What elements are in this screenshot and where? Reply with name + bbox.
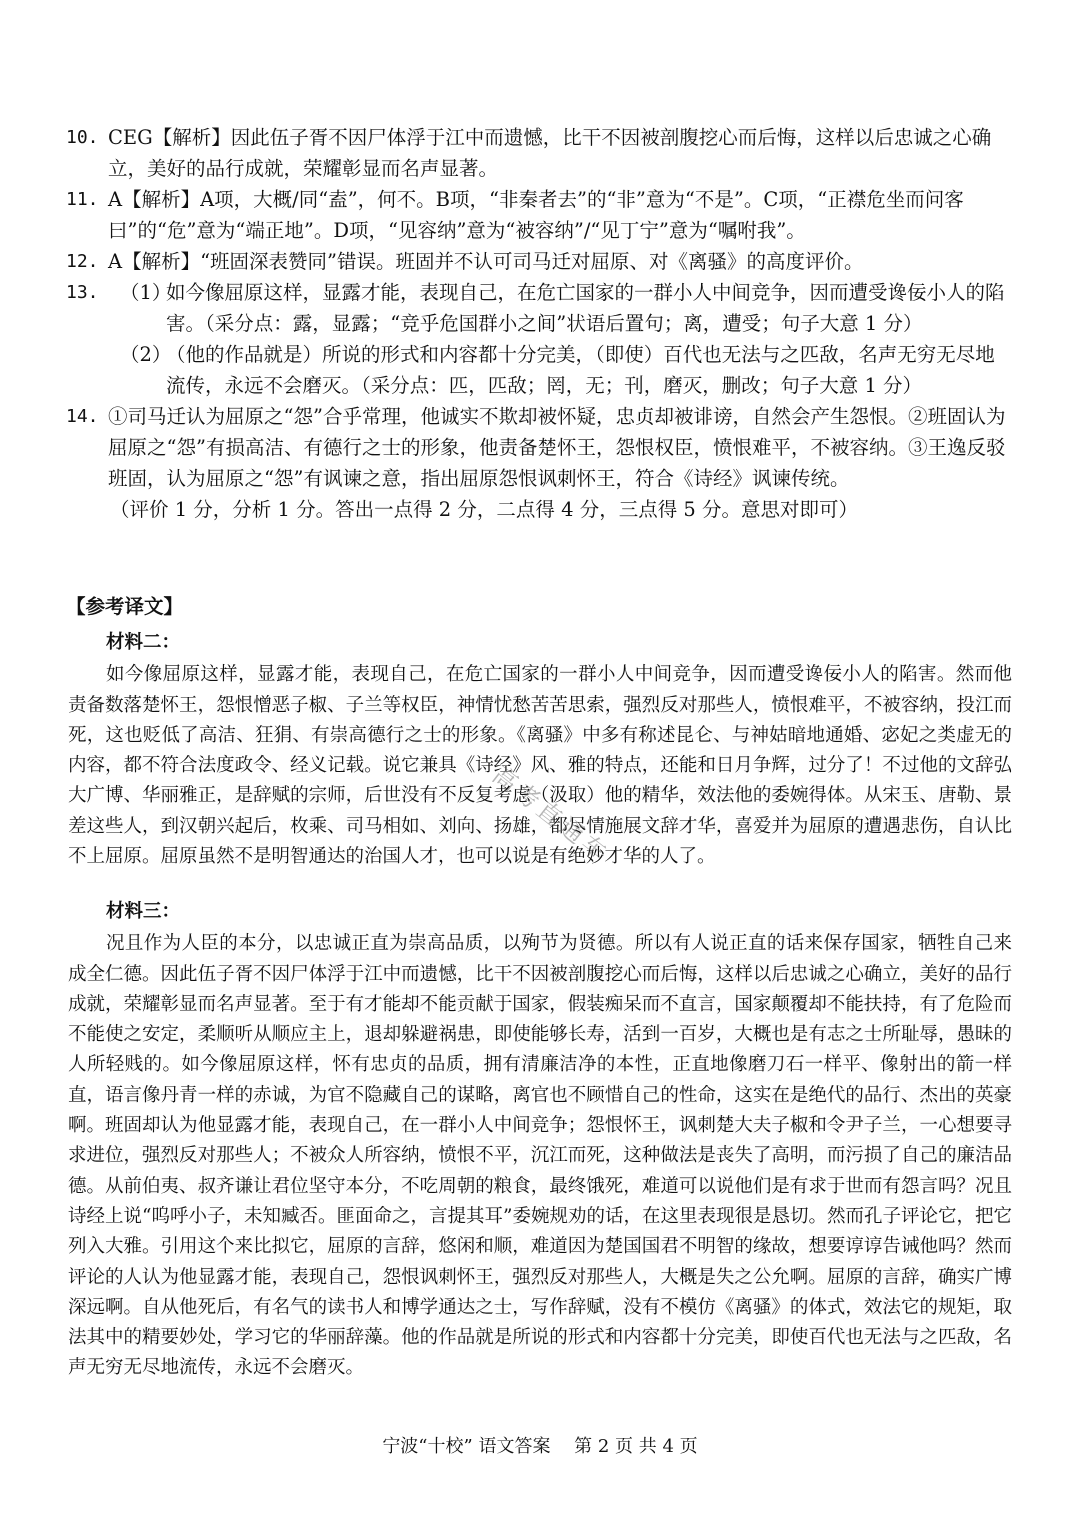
part-text: （他的作品就是）所说的形式和内容都十分完美，（即使）百代也无法与之匹敌，名声无穷无尽地流传，永远不会磨灭。（采分点：匹，匹敌；罔，无；刊，磨灭，删改；句子大意 1 分）: [166, 343, 995, 397]
answer-number: 13.: [66, 282, 99, 303]
watermark: 高考直通车: [487, 760, 615, 869]
part-label: （1）: [120, 281, 172, 304]
answer-text: CEG【解析】因此伍子胥不因尸体浮于江中而遗憾，比干不因被剖腹挖心而后悔，这样以后忠诚之心确立，美好的品行成就，荣耀彰显而名声显著。: [108, 126, 992, 180]
answer-number: 14.: [66, 406, 99, 427]
material-3-title: 材料三：: [106, 901, 181, 922]
material-2: [68, 628, 1012, 872]
part-text: 如今像屈原这样，显露才能，表现自己，在危亡国家的一群小人中间竞争，因而遭受谗佞小人的陷害。（采分点：露，显露；“竞乎危国群小之间”状语后置句；离，遭受；句子大意 1 分）: [166, 281, 1005, 335]
answer-number: 11.: [66, 189, 99, 210]
answer-item-11: [66, 184, 1014, 246]
scoring-note: （评价 1 分，分析 1 分。答出一点得 2 分，二点得 4 分，三点得 5 分。意思对即可）: [110, 498, 859, 521]
answer-text: A【解析】A项，大概/同“盍”，何不。B项，“非秦者去”的“非”意为“不是”。C项，“正襟危坐而问客曰”的“危”意为“端正地”。D项，“见容纳”意为“被容纳”/“见丁宁”意为“嘱咐我”。: [108, 188, 964, 242]
answer-text: ①司马迁认为屈原之“怨”合乎常理，他诚实不欺却被怀疑，忠贞却被诽谤，自然会产生怨恨。②班固认为屈原之“怨”有损高洁、有德行之士的形象，他责备楚怀王，怨恨权臣，愤恨难平，不被容纳。③王逸反驳班固，认为屈原之“怨”有讽谏之意，指出屈原怨恨讽刺怀王，符合《诗经》讽谏传统。: [108, 405, 1006, 490]
material-3-body: 况且作为人臣的本分，以忠诚正直为崇高品质，以殉节为贤德。所以有人说正直的话来保存国家，牺牲自己来成全仁德。因此伍子胥不因尸体浮于江中而遗憾，比干不因被剖腹挖心而后悔，这样以后忠诚之心确立，美好的品行成就，荣耀彰显而名声显著。至于有才能却不能贡献于国家，假装痴呆而不直言，国家颠覆却不能扶持，有了危险而不能使之安定，柔顺听从顺应主上，退却躲避祸患，即使能够长寿，活到一百岁，大概也是有志之士所耻辱，愚昧的人所轻贱的。如今像屈原这样，怀有忠贞的品质，拥有清廉洁净的本性，正直地像磨刀石一样平、像射出的箭一样直，语言像丹青一样的赤诚，为官不隐藏自己的谋略，离官也不顾惜自己的性命，这实在是绝代的品行、杰出的英豪啊。班固却认为他显露才能，表现自己，在一群小人中间竞争；怨恨怀王，讽刺楚大夫子椒和令尹子兰，一心想要寻求进位，强烈反对那些人；不被众人所容纳，愤恨不平，沉江而死，这种做法是丧失了高明，而污损了自己的廉洁品德。从前伯夷、叔齐谦让君位坚守本分，不吃周朝的粮食，最终饿死，难道可以说他们是有求于世而有怨言吗？况且诗经上说“呜呼小子，未知臧否。匪面命之，言提其耳”委婉规劝的话，在这里表现很是恳切。然而孔子评论它，把它列入大雅。引用这个来比拟它，屈原的言辞，悠闲和顺，难道因为楚国国君不明智的缘故，想要谆谆告诫他吗？然而评论的人认为他显露才能，表现自己，怨恨讽刺怀王，强烈反对那些人，大概是失之公允啊。屈原的言辞，确实广博深远啊。自从他死后，有名气的读书人和博学通达之士，写作辞赋，没有不模仿《离骚》的体式，效法它的规矩，取法其中的精要妙处，学习它的华丽辞藻。他的作品就是所说的形式和内容都十分完美，即使百代也无法与之匹敌，名声无穷无尽地流传，永远不会磨灭。: [68, 933, 1012, 1379]
answer-item-14: [66, 401, 1014, 494]
answer-number: 12.: [66, 251, 99, 272]
translation-title: 【参考译文】: [66, 595, 184, 618]
answer-item-13: [66, 277, 1014, 401]
answer-13-part-1: [66, 277, 1014, 339]
answer-item-12: [66, 246, 1014, 277]
answer-list: [66, 122, 1014, 525]
page-footer: 宁波“十校” 语文答案 第 2 页 共 4 页: [382, 1436, 698, 1457]
answer-item-10: [66, 122, 1014, 184]
material-3: [68, 897, 1012, 1384]
answer-13-part-2: [66, 339, 1014, 401]
material-2-body: 如今像屈原这样，显露才能，表现自己，在危亡国家的一群小人中间竞争，因而遭受谗佞小人的陷害。然而他责备数落楚怀王，怨恨憎恶子椒、子兰等权臣，神情忧愁苦苦思索，强烈反对那些人，愤恨难平，不被容纳，投江而死，这也贬低了高洁、狂狷、有崇高德行之士的形象。《离骚》中多有称述昆仑、与神姑暗地通婚、宓妃之类虚无的内容，都不符合法度政令、经义记载。说它兼具《诗经》风、雅的特点，还能和日月争辉，过分了！不过他的文辞弘大广博、华丽雅正，是辞赋的宗师，后世没有不反复考虑（汲取）他的精华，效法他的委婉得体。从宋玉、唐勒、景差这些人，到汉朝兴起后，枚乘、司马相如、刘向、扬雄，都尽情施展文辞才华，喜爱并为屈原的遭遇悲伤，自认比不上屈原。屈原虽然不是明智通达的治国人才，也可以说是有绝妙才华的人了。: [68, 664, 1012, 868]
answer-number: 10.: [66, 127, 99, 148]
material-2-title: 材料二：: [106, 632, 181, 653]
answer-text: A【解析】“班固深表赞同”错误。班固并不认可司马迁对屈原、对《离骚》的高度评价。: [108, 250, 864, 273]
part-label: （2）: [120, 343, 172, 366]
